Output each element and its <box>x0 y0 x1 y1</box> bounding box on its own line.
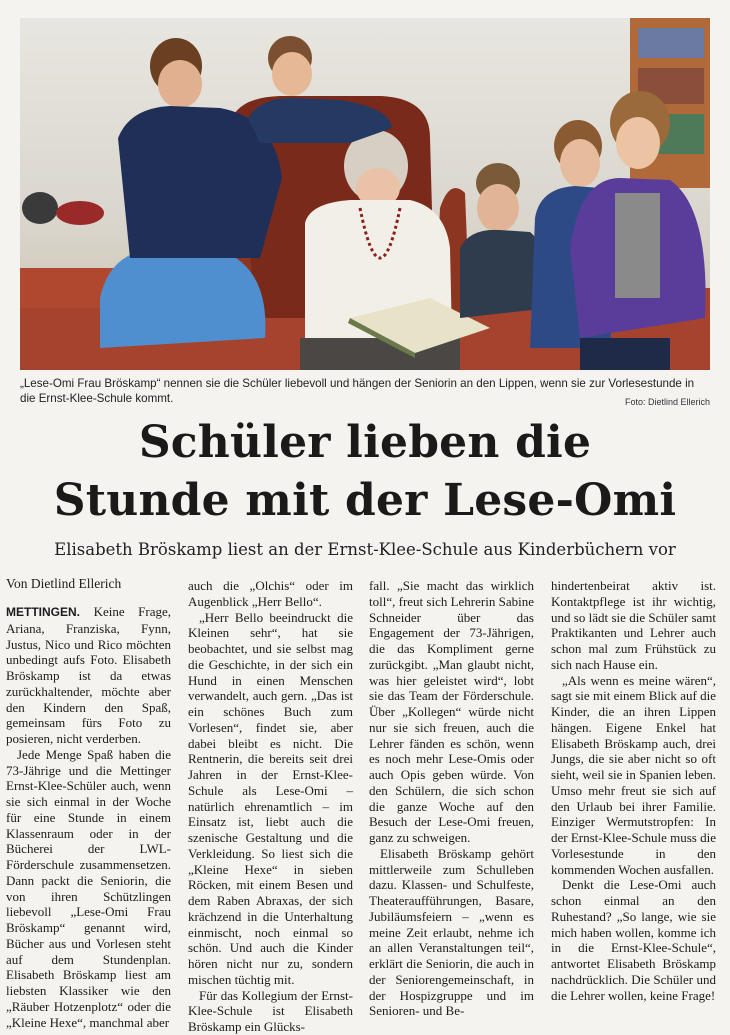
dateline: METTINGEN. <box>6 605 80 619</box>
photo-credit: Foto: Dietlind Ellerich <box>624 397 710 407</box>
paragraph: hindertenbeirat aktiv ist. Kontaktpflege ist ihr wichtig, und so lädt sie die Schüler samt Praktikanten und Lehrer auch schon mal zum Frühstück zu sich nach Hause ein. <box>551 578 716 672</box>
article-column-1 <box>6 604 171 1030</box>
article-column-4 <box>551 578 716 1003</box>
photo-caption: „Lese-Omi Frau Bröskamp“ nennen sie die Schüler liebevoll und hängen der Seniorin an den Lippen, wenn sie zur Vorlesestunde in die Ernst-Klee-Schule kommt. <box>20 377 695 405</box>
paragraph: Elisabeth Bröskamp gehört mittlerweile zum Schulleben dazu. Klassen- und Schulfeste, Theateraufführungen, Basare, Jubiläumsfeiern – „wenn es meine Zeit erlaubt, nehme ich an allen Veranstaltungen teil“, erklärt die Seniorin, die auch in der Seniorengemeinschaft, in der Hospizgruppe und im Senioren- und Be- <box>369 845 534 1019</box>
paragraph: fall. „Sie macht das wirklich toll“, freut sich Lehrerin Sabine Schneider über das Engagement der 73-Jährigen, die das Kompliment gerne zurückgibt. „Man glaubt nicht, was hier geleistet wird“, lobt sie das Team der Förderschule. Über „Kollegen“ würde nicht nur sie sich freuen, auch die Lehrer fänden es schön, wenn es noch mehr Lese-Omis oder auch Opis geben würde. Von den Schülern, die sich schon die ganze Woche auf den Besuch der Lese-Omi freuen, ganz zu schweigen. <box>369 578 534 845</box>
paragraph: Denkt die Lese-Omi auch schon einmal an den Ruhestand? „So lange, wie sie mich haben wollen, komme ich in die Ernst-Klee-Schule“, antwortet Elisabeth Bröskamp nachdrücklich. Die Schüler und die Lehrer wollen, keine Frage! <box>551 877 716 1003</box>
headline-line-1: Schüler lieben die <box>138 417 592 468</box>
headline <box>0 414 730 530</box>
byline: Von Dietlind Ellerich <box>6 576 122 591</box>
article-column-2 <box>188 578 353 1035</box>
paragraph: Jede Menge Spaß haben die 73-Jährige und die Mettinger Ernst-Klee-Schüler auch, wenn sie sich einmal in der Woche für eine Stunde in einem Klassenraum oder in der Bücherei der LWL-Förderschule zusammensetzen. Dann packt die Seniorin, die von ihren Schützlingen liebevoll „Lese-Omi Frau Bröskamp“ genannt wird, Bücher aus und Vorlesen steht auf dem Stundenplan. Elisabeth Bröskamp liest am liebsten Klassiker wie den „Räuber Hotzenplotz“ oder die „Kleine Hexe“, manchmal aber <box>6 746 171 1030</box>
paragraph: „Als wenn es meine wären“, sagt sie mit einem Blick auf die Kinder, die an ihren Lippen hängen. Eigene Enkel hat Elisabeth Bröskamp auch, drei Jungs, die sie aber nicht so oft sieht, weil sie in Spanien leben. Umso mehr freut sie sich auf den Urlaub bei ihrer Familie. Einziger Wermutstropfen: In der Ernst-Klee-Schule muss die Vorlesestunde in den kommenden Wochen ausfallen. <box>551 672 716 877</box>
paragraph: auch die „Olchis“ oder im Augenblick „Herr Bello“. <box>188 578 353 609</box>
paragraph: „Herr Bello beeindruckt die Kleinen sehr“, hat sie beobachtet, und sie selbst mag die Geschichte, in der sich ein Hund in einen Menschen verwandelt, auch gern. „Das ist ein schönes Buch zum Vorlesen“, findet sie, aber dabei bleibt es nicht. Die Rentnerin, die bereits seit drei Jahren in der Ernst-Klee-Schule als Lese-Omi – natürlich ehrenamtlich – im Einsatz ist, liebt auch die szenische Gestaltung und die Verkleidung. So liest sich die „Kleine Hexe“ in sieben Röcken, mit einem Besen und dem Raben Abraxas, der sich krächzend in die Unterhaltung einmischt, noch einmal so schön. Und auch die Kinder hören nicht nur zu, sondern mischen tüchtig mit. <box>188 609 353 987</box>
subheadline: Elisabeth Bröskamp liest an der Ernst-Klee-Schule aus Kinderbüchern vor <box>54 540 676 559</box>
photo-illustration <box>20 18 710 370</box>
paragraph: Für das Kollegium der Ernst-Klee-Schule ist Elisabeth Bröskamp ein Glücks- <box>188 987 353 1034</box>
article-column-3 <box>369 578 534 1019</box>
paragraph <box>6 604 171 747</box>
paragraph-text: Keine Frage, Ariana, Franziska, Fynn, Justus, Nico und Rico möchten unbedingt aufs Foto. Elisabeth Bröskamp ist da etwas zurückhaltender, möchte aber den Kindern den Spaß, gemeinsam fürs Foto zu posieren, nicht verderben. <box>6 604 172 746</box>
headline-line-2: Stunde mit der Lese-Omi <box>53 475 677 526</box>
article-photo <box>20 18 710 370</box>
